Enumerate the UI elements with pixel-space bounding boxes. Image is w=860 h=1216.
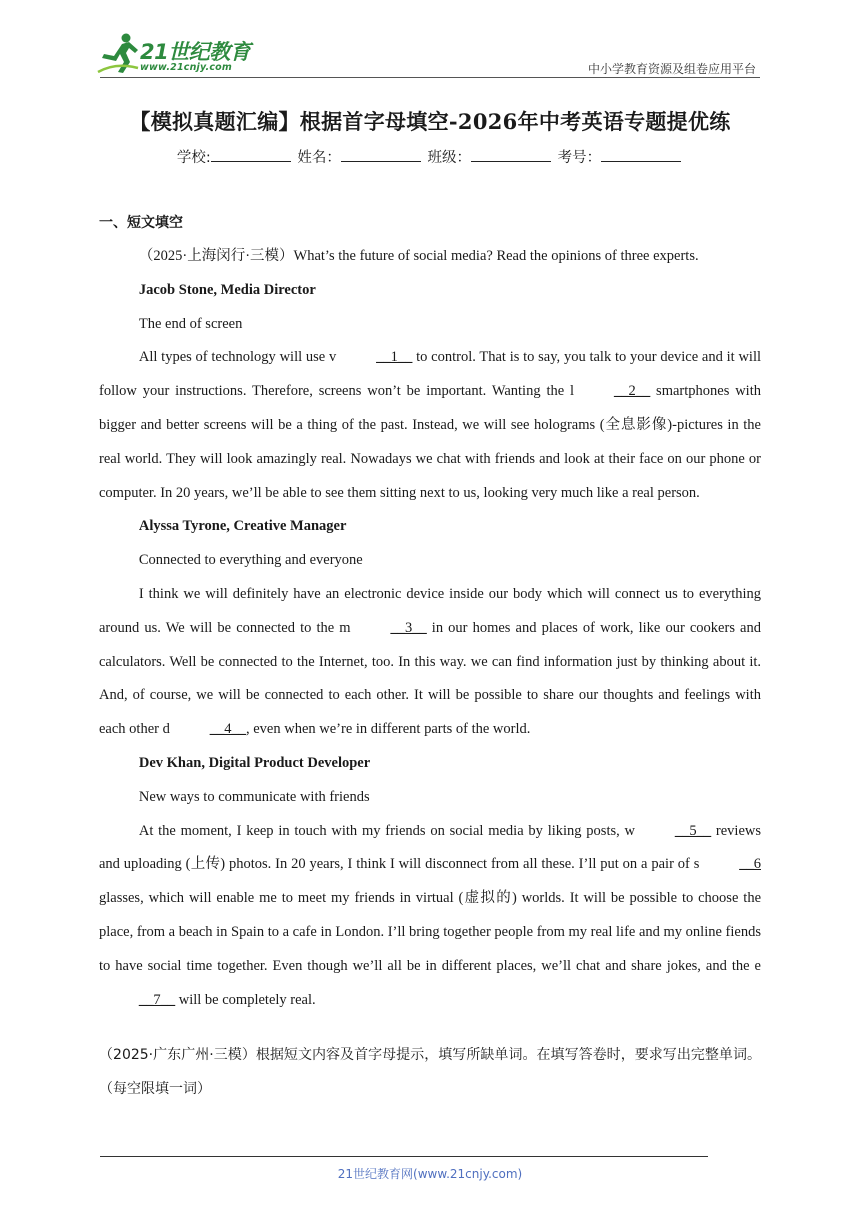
exam-no-blank[interactable] (601, 147, 681, 162)
class-blank[interactable] (471, 147, 551, 162)
footer-link[interactable]: 21世纪教育网(www.21cnjy.com) (337, 1167, 523, 1181)
gap-3: __3__ (390, 619, 427, 636)
document-body (99, 210, 761, 1107)
runner-logo-icon (96, 32, 140, 76)
gap-2: __2__ (613, 383, 651, 400)
expert-subtitle: The end of screen (138, 315, 243, 332)
exam-no-label: 考号： (557, 150, 602, 166)
school-label: 学校: (176, 150, 211, 166)
student-info-fields (0, 146, 860, 167)
passage-paragraph: At the moment, I keep in touch with my friends on social media by liking posts, w __5__ reviews and uploading (上传) photos. In 20 years, I think I will disconnect from all these. I’ll put on a pair of s __6 glasses, which will enable me to meet my friends in virtual (虚拟的) worlds. It will be possible to choose the place, from a beach in Spain to a cafe in London. I’ll bring together people from my real life and my online fiends to have social time together. Even though we’ll all be in different places, we’ll chat and share jokes, and the e__7__ will be completely real. (99, 815, 761, 1018)
section2-intro: （2025·广东广州·三模）根据短文内容及首字母提示，填写所缺单词。在填写答卷时，要求写出完整单词。（每空限填一词） (99, 1047, 761, 1098)
logo-text: 21世纪教育 (140, 40, 251, 64)
name-blank[interactable] (341, 147, 421, 162)
logo-url: www.21cnjy.com (140, 62, 232, 73)
header-divider (100, 77, 760, 78)
gap-4: __4__ (209, 721, 246, 738)
passage-paragraph: All types of technology will use v __1__ to control. That is to say, you talk to your device and it will follow your instructions. Therefore, screens won’t be important. Wanting the l __2__ smartphones with bigger and better screens will be a thing of the past. Instead, we will see holograms (全息影像)-pictures in the real world. They will look amazingly real. Nowadays we chat with friends and look at their face on our phone or computer. In 20 years, we’ll be able to see them sitting next to us, looking very much like a real person. (99, 341, 761, 510)
page-title: 【模拟真题汇编】根据首字母填空-2026年中考英语专题提优练 (129, 109, 731, 134)
gap-7: __7__ (138, 991, 176, 1008)
expert-name: Jacob Stone, Media Director (138, 281, 316, 298)
expert-subtitle: Connected to everything and everyone (138, 552, 363, 569)
passage-paragraph: I think we will definitely have an electronic device inside our body which will connect us to everything around us. We will be connected to the m __3__ in our homes and places of work, like our cookers and calculators. Well be connected to the Internet, too. In this way. we can find information just by thinking about it. And, of course, we will be connected to each other. It will be possible to share our thoughts and feelings with each other d __4__, even when we’re in different parts of the world. (99, 578, 761, 747)
platform-name: 中小学教育资源及组卷应用平台 (587, 62, 756, 76)
class-label: 班级： (427, 150, 471, 166)
gap-5: __5__ (674, 822, 712, 839)
section-title: 一、短文填空 (99, 215, 183, 231)
name-label: 姓名： (297, 150, 341, 166)
gap-1: __1__ (376, 349, 413, 366)
school-blank[interactable] (211, 147, 291, 162)
passage-intro: （2025·上海闵行·三模）What’s the future of social media? Read the opinions of three experts. (138, 248, 699, 264)
gap-6: __6 (739, 856, 761, 873)
footer-divider (100, 1156, 708, 1157)
site-logo[interactable] (96, 32, 266, 78)
page-header (0, 0, 860, 80)
expert-subtitle: New ways to communicate with friends (138, 788, 370, 805)
expert-name: Dev Khan, Digital Product Developer (138, 754, 371, 771)
expert-name: Alyssa Tyrone, Creative Manager (138, 518, 347, 535)
